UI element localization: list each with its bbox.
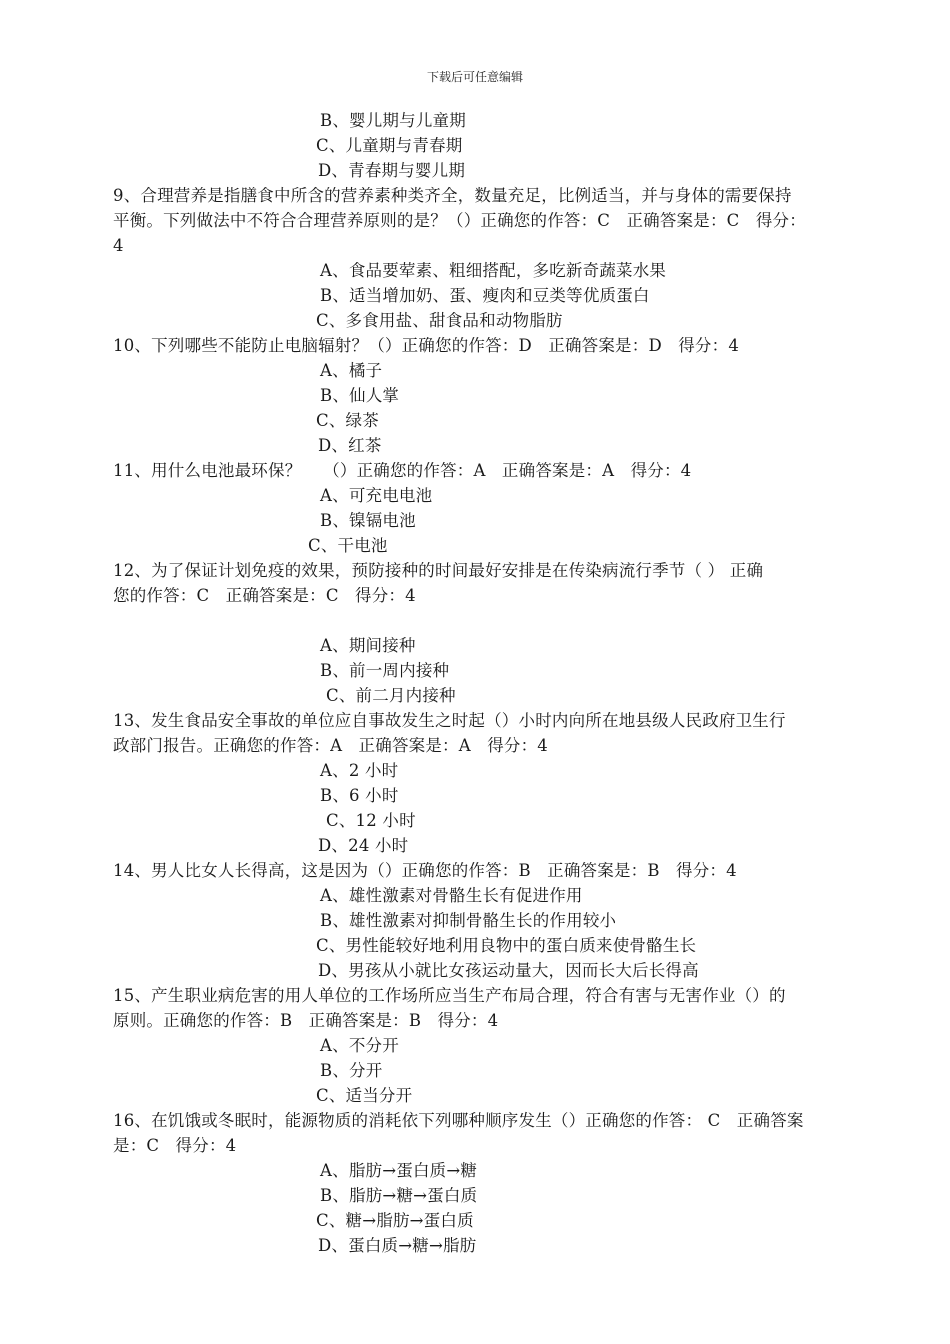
question-line: 您的作答：C 正确答案是：C 得分：4 [113,586,416,605]
answer-option: C、多食用盐、甜食品和动物脂肪 [316,311,563,330]
answer-option: B、镍镉电池 [320,511,416,530]
answer-option: D、青春期与婴儿期 [318,161,466,180]
answer-option: B、雄性激素对抑制骨骼生长的作用较小 [320,911,617,930]
question-line: 15、产生职业病危害的用人单位的工作场所应当生产布局合理，符合有害与无害作业（）的 [113,986,786,1005]
answer-option: D、蛋白质→糖→脂肪 [318,1236,477,1255]
answer-option: C、绿茶 [316,411,379,430]
answer-option: D、24 小时 [318,836,409,855]
answer-option: A、期间接种 [320,636,416,655]
answer-option: A、雄性激素对骨骼生长有促进作用 [320,886,583,905]
question-line: 9、合理营养是指膳食中所含的营养素种类齐全，数量充足，比例适当，并与身体的需要保持 [113,186,792,205]
answer-option: B、婴儿期与儿童期 [320,111,466,130]
question-line: 14、男人比女人长得高，这是因为（）正确您的作答：B 正确答案是：B 得分：4 [113,861,737,880]
question-line: 12、为了保证计划免疫的效果，预防接种的时间最好安排是在传染病流行季节（ ） 正确 [113,561,764,580]
answer-option: C、适当分开 [316,1086,413,1105]
answer-option: A、脂肪→蛋白质→糖 [320,1161,478,1180]
page-header: 下载后可任意编辑 [426,70,523,84]
answer-option: B、仙人掌 [320,386,400,405]
answer-option: C、儿童期与青春期 [316,136,463,155]
answer-option: C、12 小时 [326,811,416,830]
answer-option: A、2 小时 [320,761,399,780]
question-line: 平衡。下列做法中不符合合理营养原则的是？（）正确您的作答：C 正确答案是：C 得分： [113,211,806,230]
answer-option: C、前二月内接种 [326,686,456,705]
question-line: 4 [113,236,124,255]
question-line: 13、发生食品安全事故的单位应自事故发生之时起（）小时内向所在地县级人民政府卫生行 [113,711,786,730]
answer-option: B、6 小时 [320,786,399,805]
answer-option: B、脂肪→糖→蛋白质 [320,1186,478,1205]
answer-option: A、可充电电池 [320,486,433,505]
question-line: 原则。正确您的作答：B 正确答案是：B 得分：4 [113,1011,499,1030]
answer-option: D、红茶 [318,436,382,455]
answer-option: B、适当增加奶、蛋、瘦肉和豆类等优质蛋白 [320,286,650,305]
answer-option: C、干电池 [308,536,388,555]
answer-option: D、男孩从小就比女孩运动量大，因而长大后长得高 [318,961,699,980]
question-line: 政部门报告。正确您的作答：A 正确答案是：A 得分：4 [113,736,548,755]
answer-option: C、男性能较好地利用良物中的蛋白质来使骨骼生长 [316,936,697,955]
question-line: 16、在饥饿或冬眠时，能源物质的消耗依下列哪种顺序发生（）正确您的作答： C 正确答案 [113,1111,804,1130]
question-line: 10、下列哪些不能防止电脑辐射？（）正确您的作答：D 正确答案是：D 得分：4 [113,336,740,355]
answer-option: A、橘子 [320,361,383,380]
answer-option: B、分开 [320,1061,383,1080]
answer-option: A、不分开 [320,1036,399,1055]
question-line: 是：C 得分：4 [113,1136,237,1155]
answer-option: B、前一周内接种 [320,661,450,680]
answer-option: A、食品要荤素、粗细搭配，多吃新奇蔬菜水果 [320,261,667,280]
answer-option: C、糖→脂肪→蛋白质 [316,1211,474,1230]
question-line: 11、用什么电池最环保？ （）正确您的作答：A 正确答案是：A 得分：4 [113,461,692,480]
